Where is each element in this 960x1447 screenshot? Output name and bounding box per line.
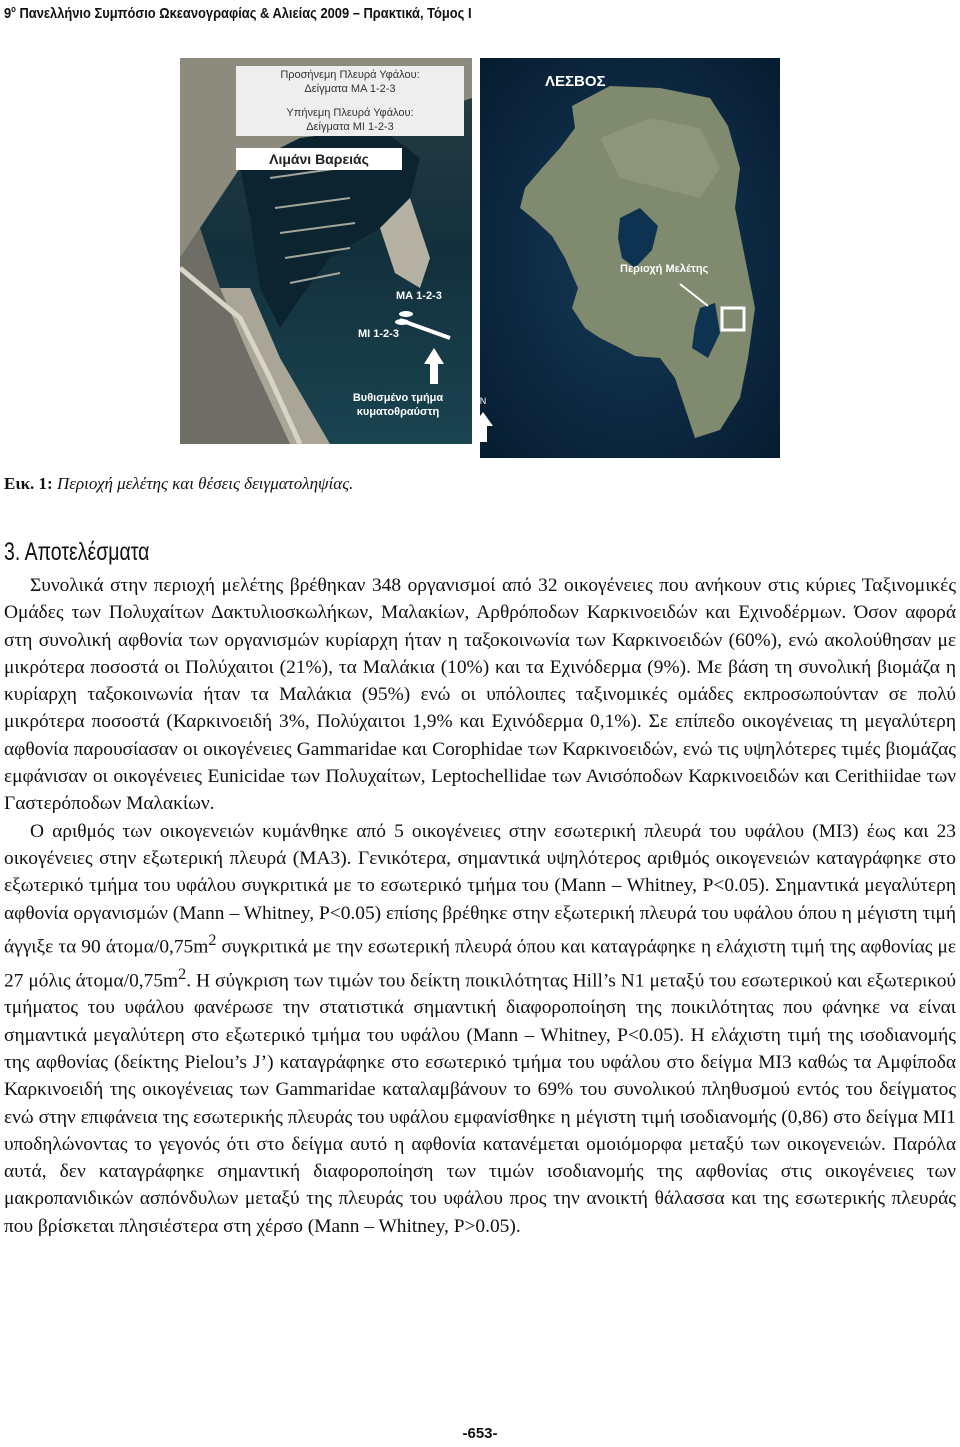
caption-text: Περιοχή μελέτης και θέσεις δειγματοληψίας. bbox=[52, 474, 354, 493]
label-breakwater-line1: Βυθισμένο τμήμα bbox=[352, 392, 444, 404]
paragraph-1: Συνολικά στην περιοχή μελέτης βρέθηκαν 348 οργανισμοί από 32 οικογένειες που ανήκουν στις κύριες Ταξινομικές Ομάδες των Πολυχαίτων Δακτυλιοσκωλήκων, Μαλακίων, Αρθρόποδων Καρκινοειδών και Εχινοδέρμων. Όσον αφορά στη συνολική αφθονία των οργανισμών κυρίαρχη ήταν η ταξοκοινωνία των Καρκινοειδών (60%), ενώ ακολούθησαν με μικρότερα ποσοστά οι Πολύχαιτοι (21%), τα Μαλάκια (10%) και τα Εχινόδερμα (9%). Με βάση τη συνολική βιομάζα η κυρίαρχη ταξοκοινωνία ήταν τα Μαλάκια (95%) ενώ οι υπόλοιπες ταξινομικές ομάδες εκπροσωπούνταν σε πολύ μικρότερα ποσοστά (Καρκινοειδή 3%, Πολύχαιτοι 1,9% και Εχινόδερμα 0,1%). Σε επίπεδο οικογένειας τη μεγαλύτερη αφθονία παρουσίασαν οι οικογένειες Gammaridae και Corophidae των Καρκινοειδών, ενώ τις υψηλότερες τιμές βιομάζας εμφάνισαν οι οικογένειες Eunicidae των Πολυχαίτων, Leptochellidae των Ανισόποδων Καρκινοειδών και Cerithiidae των Γαστερόποδων Μαλακίων. bbox=[4, 575, 956, 815]
figure-maps bbox=[180, 58, 780, 458]
header-ordinal-sup: ο bbox=[11, 4, 16, 14]
page-number: -653- bbox=[462, 1425, 498, 1442]
header-text: Πανελλήνιο Συμπόσιο Ωκεανογραφίας & Αλιείας 2009 – Πρακτικά, Τόμος I bbox=[15, 5, 472, 22]
results-body bbox=[4, 572, 956, 1240]
label-study-area: Περιοχή Μελέτης bbox=[620, 263, 709, 275]
label-inner-line1: Υπήνεμη Πλευρά Υφάλου: bbox=[286, 107, 414, 119]
running-header bbox=[4, 4, 472, 22]
label-north: N bbox=[479, 396, 487, 406]
left-panel-harbour bbox=[180, 58, 472, 444]
label-outer-line1: Προσήνεμη Πλευρά Υφάλου: bbox=[280, 69, 420, 81]
header-ordinal: 9 bbox=[4, 5, 12, 22]
label-outer-line2: Δείγματα ΜΑ 1-2-3 bbox=[304, 83, 396, 95]
label-harbour-name: Λιμάνι Βαρειάς bbox=[269, 151, 369, 167]
caption-label: Εικ. 1: bbox=[4, 474, 53, 493]
label-island-name: ΛΕΣΒΟΣ bbox=[545, 73, 606, 90]
label-site-mi: ΜΙ 1-2-3 bbox=[358, 328, 399, 340]
figure-caption bbox=[4, 474, 353, 494]
superscript-2: 2 bbox=[178, 965, 187, 983]
section-title: 3. Αποτελέσματα bbox=[4, 538, 150, 566]
label-site-ma: ΜΑ 1-2-3 bbox=[396, 290, 442, 302]
paragraph-2-part-a: Ο αριθμός των οικογενειών κυμάνθηκε από 5 οικογένειες στην εσωτερική πλευρά του υφάλου (ΜΙ3) έως και 23 οικογένειες στην εξωτερική πλευρά (ΜΑ3). Γενικότερα, σημαντικά υψηλότερος αριθμός οικογενειών καταγράφηκε στο εξωτερικό τμήμα του υφάλου συγκριτικά με το εσωτερικό τμήμα του (Mann – Whitney, P<0.05). Σημαντικά μεγαλύτερη αφθονία οργανισμών (Mann – Whitney, P<0.05) επίσης βρέθηκε στην εξωτερική πλευρά του υφάλου όπου η μέγιστη τιμή άγγιξε τα 90 άτομα/0,75m bbox=[4, 820, 956, 958]
figure-study-area bbox=[180, 58, 780, 458]
superscript-1: 2 bbox=[208, 931, 217, 949]
paragraph-2-part-c: . Η σύγκριση των τιμών του δείκτη ποικιλότητας Hill’s N1 μεταξύ του εσωτερικού και εξωτερικού τμήματος του υφάλου φανέρωσε την στατιστικά σημαντική διαφοροποίηση της ποικιλότητας που φάνηκε να είναι σημαντικά μεγαλύτερη στο εξωτερικό τμήμα του υφάλου (Mann – Whitney, P<0.05). Η ελάχιστη τιμή της ισοδιανομής της αφθονίας (δείκτης Pielou’s J’) καταγράφηκε στο εσωτερικό τμήμα του υφάλου στο δείγμα ΜΙ3 καθώς τα Αμφίποδα Καρκινοειδή της οικογένειας των Gammaridae καταλαμβάνουν το 69% του συνολικού πληθυσμού εντός του δείγματος ενώ στην επιφάνεια της εσωτερικής πλευράς του υφάλου εμφανίσθηκε η μέγιστη τιμή ισοδιανομής (0,86) στο δείγμα ΜΙ1 υποδηλώνοντας το γεγονός ότι στο δείγμα αυτό η αφθονία κατανέμεται ομοιόμορφα μεταξύ των οικογενειών. Παρόλα αυτά, δεν καταγράφηκε σημαντική διαφοροποίηση των τιμών ισοδιανομής της αφθονίας στις οικογένειες των μακροπανιδικών ασπόνδυλων μεταξύ της πλευράς του υφάλου προς την ανοικτή θάλασσα και της εσωτερικής πλευράς που βρίσκεται πλησιέστερα στη χέρσο (Mann – Whitney, P>0.05). bbox=[4, 970, 957, 1237]
label-breakwater-line2: κυματοθραύστη bbox=[356, 406, 440, 418]
paragraph-2 bbox=[4, 818, 956, 1240]
paragraph-2-part-b: συγκριτικά με την εσωτερική πλευρά όπου και καταγράφηκε η ελάχιστη τιμή της αφθονίας με 27 μόλις άτομα/0,75m bbox=[4, 936, 956, 992]
right-panel-lesvos bbox=[473, 58, 780, 458]
label-inner-line2: Δείγματα ΜΙ 1-2-3 bbox=[306, 121, 394, 133]
